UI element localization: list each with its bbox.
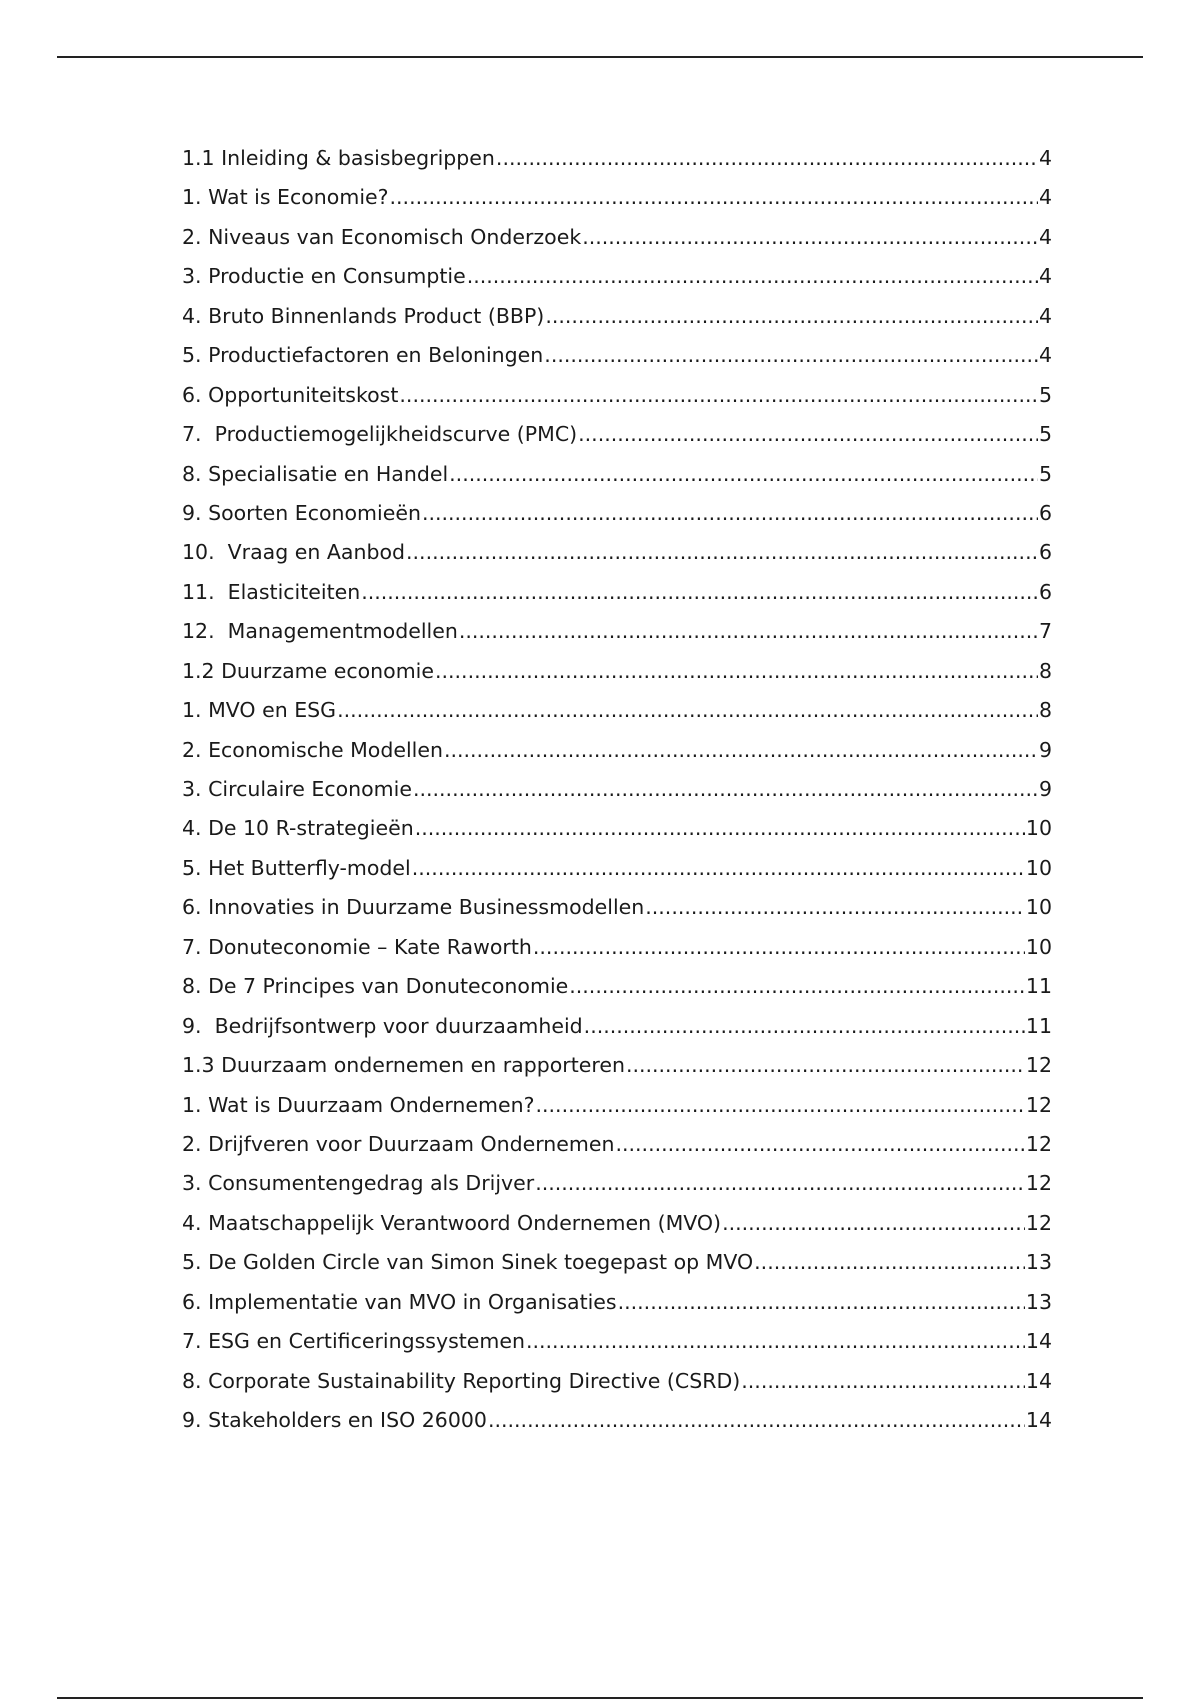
toc-entry-title: 8. Specialisatie en Handel — [182, 461, 449, 486]
toc-entry-page-number: 11 — [1025, 974, 1052, 999]
toc-entry-title: 9. Bedrijfsontwerp voor duurzaamheid — [182, 1013, 583, 1038]
toc-entry-page-number: 12 — [1025, 1131, 1052, 1156]
toc-entry[interactable] — [182, 494, 1052, 533]
toc-entry[interactable] — [182, 1362, 1052, 1401]
toc-entry-page-number: 12 — [1025, 1171, 1052, 1196]
toc-entry-title: 3. Consumentengedrag als Drijver — [182, 1171, 535, 1196]
toc-entry-title: 8. De 7 Principes van Donuteconomie — [182, 974, 569, 999]
toc-dot-leader — [449, 455, 1038, 494]
toc-entry-page-number: 12 — [1025, 1053, 1052, 1078]
toc-entry-title: 5. Productiefactoren en Beloningen — [182, 343, 544, 368]
toc-entry-page-number: 14 — [1025, 1329, 1052, 1354]
toc-dot-leader — [444, 731, 1038, 770]
footer-rule — [57, 1697, 1143, 1699]
toc-entry-title: 3. Productie en Consumptie — [182, 264, 466, 289]
toc-entry-page-number: 4 — [1038, 224, 1052, 249]
toc-dot-leader — [435, 652, 1038, 691]
toc-dot-leader — [390, 178, 1038, 217]
toc-dot-leader — [533, 928, 1025, 967]
toc-entry-title: 9. Soorten Economieën — [182, 500, 421, 525]
toc-dot-leader — [459, 612, 1038, 651]
toc-dot-leader — [741, 1362, 1025, 1401]
toc-dot-leader — [337, 691, 1038, 730]
toc-entry-title: 1. Wat is Duurzaam Ondernemen? — [182, 1092, 535, 1117]
toc-dot-leader — [467, 257, 1038, 296]
toc-entry[interactable] — [182, 1007, 1052, 1046]
toc-entry[interactable] — [182, 1322, 1052, 1361]
toc-entry-title: 7. ESG en Certificeringssystemen — [182, 1329, 525, 1354]
toc-entry-title: 3. Circulaire Economie — [182, 777, 412, 801]
toc-dot-leader — [626, 1046, 1025, 1085]
toc-dot-leader — [406, 533, 1038, 572]
toc-entry-page-number: 14 — [1025, 1408, 1052, 1432]
toc-entry[interactable] — [182, 849, 1052, 888]
toc-dot-leader — [569, 967, 1025, 1006]
toc-dot-leader — [413, 770, 1038, 809]
toc-entry[interactable] — [182, 1164, 1052, 1203]
toc-dot-leader — [615, 1125, 1024, 1164]
toc-entry-title: 5. Het Butterfly-model — [182, 855, 411, 880]
toc-dot-leader — [361, 573, 1038, 612]
toc-dot-leader — [415, 809, 1025, 848]
toc-entry[interactable] — [182, 731, 1052, 770]
toc-entry-title: 11. Elasticiteiten — [182, 579, 361, 604]
toc-entry[interactable] — [182, 1401, 1052, 1440]
toc-dot-leader — [754, 1243, 1025, 1282]
toc-dot-leader — [399, 376, 1038, 415]
toc-entry-page-number: 4 — [1038, 264, 1052, 289]
toc-dot-leader — [544, 336, 1038, 375]
toc-entry-page-number: 13 — [1025, 1250, 1052, 1275]
toc-dot-leader — [645, 888, 1025, 927]
toc-dot-leader — [584, 1007, 1025, 1046]
toc-entry-page-number: 12 — [1025, 1210, 1052, 1235]
toc-entry-page-number: 14 — [1025, 1368, 1052, 1393]
toc-entry-page-number: 9 — [1038, 777, 1052, 801]
toc-entry-title: 6. Opportuniteitskost — [182, 382, 399, 407]
toc-entry[interactable] — [182, 1283, 1052, 1322]
toc-dot-leader — [412, 849, 1025, 888]
toc-dot-leader — [535, 1164, 1025, 1203]
toc-entry[interactable] — [182, 297, 1052, 336]
toc-entry-title: 6. Innovaties in Duurzame Businessmodellen — [182, 895, 645, 920]
toc-entry-page-number: 10 — [1025, 934, 1052, 959]
toc-entry[interactable] — [182, 691, 1052, 730]
toc-entry-title: 9. Stakeholders en ISO 26000 — [182, 1408, 487, 1432]
toc-entry-page-number: 10 — [1025, 855, 1052, 880]
toc-entry-title: 1.1 Inleiding & basisbegrippen — [182, 146, 495, 170]
table-of-contents — [182, 139, 1052, 1440]
toc-entry-title: 2. Economische Modellen — [182, 737, 443, 762]
toc-dot-leader — [578, 415, 1038, 454]
toc-entry-page-number: 13 — [1025, 1289, 1052, 1314]
toc-entry-page-number: 4 — [1038, 343, 1052, 368]
toc-entry[interactable] — [182, 652, 1052, 691]
toc-entry[interactable] — [182, 612, 1052, 651]
toc-entry-page-number: 11 — [1025, 1013, 1052, 1038]
toc-dot-leader — [422, 494, 1038, 533]
toc-entry-page-number: 6 — [1038, 500, 1052, 525]
toc-entry-title: 4. De 10 R-strategieën — [182, 816, 414, 841]
toc-entry[interactable] — [182, 1046, 1052, 1085]
toc-entry-title: 4. Maatschappelijk Verantwoord Ondernemen (MVO) — [182, 1210, 722, 1235]
header-rule — [57, 56, 1143, 58]
toc-entry-title: 8. Corporate Sustainability Reporting Directive (CSRD) — [182, 1368, 741, 1393]
toc-entry-page-number: 10 — [1025, 816, 1052, 841]
toc-dot-leader — [536, 1086, 1025, 1125]
toc-entry[interactable] — [182, 1243, 1052, 1282]
toc-entry-page-number: 10 — [1025, 895, 1052, 920]
toc-dot-leader — [526, 1322, 1025, 1361]
toc-entry-title: 1. Wat is Economie? — [182, 185, 389, 210]
toc-entry-page-number: 4 — [1038, 185, 1052, 210]
toc-entry-page-number: 8 — [1038, 698, 1052, 723]
toc-entry-title: 7. Productiemogelijkheidscurve (PMC) — [182, 422, 578, 447]
toc-entry-page-number: 4 — [1038, 303, 1052, 328]
toc-entry-page-number: 5 — [1038, 382, 1052, 407]
toc-dot-leader — [722, 1204, 1025, 1243]
toc-dot-leader — [496, 139, 1038, 178]
toc-entry[interactable] — [182, 1125, 1052, 1164]
toc-entry[interactable] — [182, 336, 1052, 375]
toc-entry-page-number: 6 — [1038, 540, 1052, 565]
toc-entry[interactable] — [182, 573, 1052, 612]
toc-entry-page-number: 8 — [1038, 658, 1052, 683]
toc-entry[interactable] — [182, 376, 1052, 415]
toc-entry[interactable] — [182, 218, 1052, 257]
toc-entry[interactable] — [182, 770, 1052, 809]
toc-dot-leader — [582, 218, 1038, 257]
toc-entry-title: 5. De Golden Circle van Simon Sinek toegepast op MVO — [182, 1250, 754, 1275]
toc-entry[interactable] — [182, 533, 1052, 572]
toc-entry[interactable] — [182, 1086, 1052, 1125]
toc-dot-leader — [488, 1401, 1025, 1440]
toc-entry-page-number: 9 — [1038, 737, 1052, 762]
toc-entry-title: 10. Vraag en Aanbod — [182, 540, 406, 565]
toc-entry[interactable] — [182, 809, 1052, 848]
toc-entry[interactable] — [182, 967, 1052, 1006]
toc-entry-title: 1.2 Duurzame economie — [182, 658, 434, 683]
toc-entry[interactable] — [182, 257, 1052, 296]
toc-dot-leader — [618, 1283, 1025, 1322]
toc-entry-page-number: 7 — [1038, 619, 1052, 644]
toc-entry-title: 2. Niveaus van Economisch Onderzoek — [182, 224, 582, 249]
toc-entry-page-number: 4 — [1038, 146, 1052, 170]
toc-entry-page-number: 12 — [1025, 1092, 1052, 1117]
toc-entry[interactable] — [182, 415, 1052, 454]
toc-entry-title: 1. MVO en ESG — [182, 698, 337, 723]
toc-entry-page-number: 5 — [1038, 461, 1052, 486]
toc-entry[interactable] — [182, 888, 1052, 927]
toc-entry-title: 6. Implementatie van MVO in Organisaties — [182, 1289, 617, 1314]
toc-entry[interactable] — [182, 139, 1052, 178]
toc-entry-title: 7. Donuteconomie – Kate Raworth — [182, 934, 532, 959]
toc-dot-leader — [545, 297, 1038, 336]
toc-entry[interactable] — [182, 928, 1052, 967]
toc-entry-title: 2. Drijfveren voor Duurzaam Ondernemen — [182, 1131, 615, 1156]
toc-entry-title: 1.3 Duurzaam ondernemen en rapporteren — [182, 1053, 625, 1078]
toc-entry-page-number: 5 — [1038, 422, 1052, 447]
toc-entry-title: 4. Bruto Binnenlands Product (BBP) — [182, 303, 545, 328]
toc-entry[interactable] — [182, 1204, 1052, 1243]
toc-entry[interactable] — [182, 455, 1052, 494]
toc-entry[interactable] — [182, 178, 1052, 217]
toc-entry-page-number: 6 — [1038, 579, 1052, 604]
toc-entry-title: 12. Managementmodellen — [182, 619, 458, 644]
